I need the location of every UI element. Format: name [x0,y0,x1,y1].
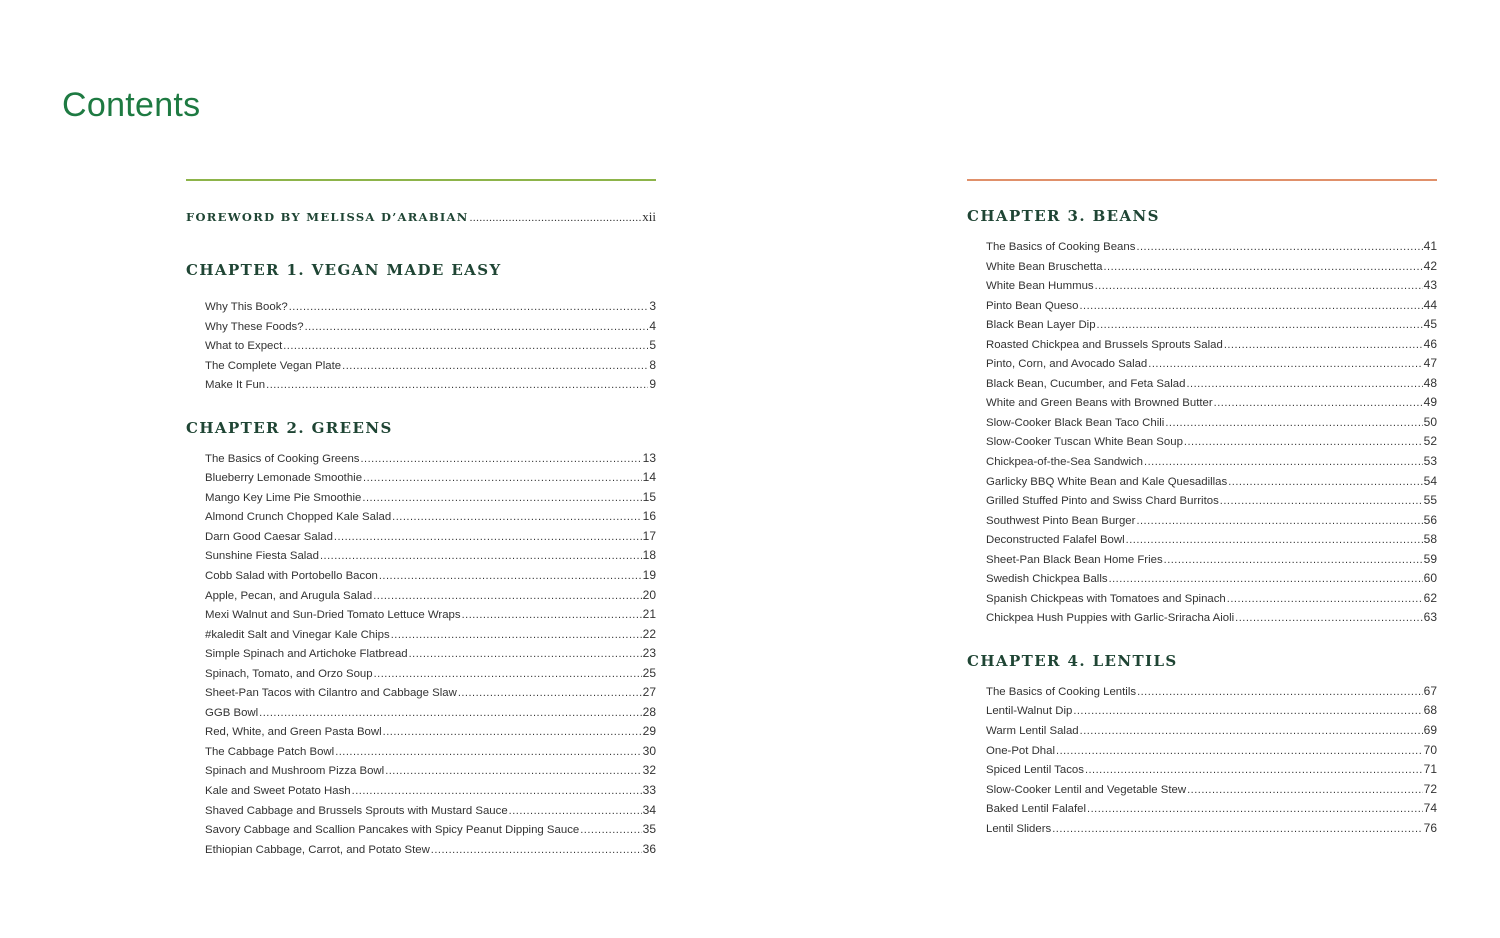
dot-leader [320,547,642,567]
entry-page-number: 18 [642,548,656,563]
entry-title: Black Bean, Cucumber, and Feta Salad [986,377,1186,390]
entry-page-number: 60 [1423,571,1437,586]
toc-entry[interactable] [205,605,656,625]
toc-left-column [186,179,656,859]
dot-leader [379,567,642,587]
entry-page-number: 71 [1423,762,1437,777]
toc-entry[interactable] [986,550,1437,570]
dot-leader [1095,277,1423,297]
entry-page-number: 48 [1423,375,1437,390]
entry-title: Blueberry Lemonade Smoothie [205,472,363,485]
dot-leader [1220,492,1423,512]
dot-leader [1056,742,1423,762]
dot-leader [1144,453,1423,473]
entry-title: White Bean Hummus [986,280,1094,293]
dot-leader [509,802,642,822]
entry-title: Chickpea-of-the-Sea Sandwich [986,456,1144,469]
entry-title: Spinach and Mushroom Pizza Bowl [205,765,385,778]
toc-entry[interactable] [986,701,1437,721]
toc-entry[interactable] [205,683,656,703]
entry-page-number: 29 [642,724,656,739]
dot-leader [1186,375,1422,395]
entry-page-number: 17 [642,528,656,543]
entry-page-number: 4 [649,318,656,333]
toc-entry[interactable] [986,257,1437,277]
entry-page-number: 32 [642,763,656,778]
dot-leader [289,298,649,318]
toc-entry[interactable] [986,682,1437,702]
toc-entry[interactable] [205,644,656,664]
entry-page-number: 36 [642,841,656,856]
entry-page-number: 53 [1423,454,1437,469]
entry-title: Spinach, Tomato, and Orzo Soup [205,667,373,680]
chapter-heading: CHAPTER 4. LENTILS [967,651,1178,670]
entry-title: One-Pot Dhal [986,744,1056,757]
entry-page-number: 72 [1423,781,1437,796]
entry-page-number: 3 [649,299,656,313]
entry-page-number: 33 [642,783,656,798]
dot-leader [1104,258,1423,278]
entry-title: Why These Foods? [205,320,304,333]
toc-entry[interactable] [205,586,656,606]
entry-page-number: 76 [1423,820,1437,835]
toc-entry[interactable] [986,452,1437,472]
dot-leader [1073,702,1422,722]
entry-title: Black Bean Layer Dip [986,319,1096,332]
entry-page-number: 16 [642,509,656,524]
entry-title: Pinto Bean Queso [986,299,1079,312]
entry-title: Almond Crunch Chopped Kale Salad [205,511,392,524]
dot-leader [1165,414,1422,434]
entry-page-number: 42 [1423,258,1437,273]
entry-page-number: 49 [1423,395,1437,410]
dot-leader [266,376,648,396]
entry-page-number: 23 [642,646,656,661]
dot-leader [385,762,641,782]
dot-leader [305,318,649,338]
dot-leader [462,606,642,626]
toc-entry[interactable] [205,625,656,645]
entry-title: White and Green Beans with Browned Butter [986,397,1213,410]
toc-entry[interactable] [986,511,1437,531]
entry-page-number: 28 [642,704,656,719]
entry-page-number: 50 [1423,414,1437,429]
entry-title: The Cabbage Patch Bowl [205,745,335,758]
toc-right-column [967,179,1437,838]
toc-entry[interactable] [986,296,1437,316]
dot-leader [342,357,648,377]
toc-entry[interactable] [205,566,656,586]
entry-page-number: 21 [642,607,656,622]
dot-leader [1137,683,1423,703]
entry-title: Red, White, and Green Pasta Bowl [205,726,382,739]
entry-page-number: 19 [642,568,656,583]
entry-page-number: 27 [642,685,656,700]
entry-title: Mexi Walnut and Sun-Dried Tomato Lettuce Wraps [205,609,461,622]
dot-leader [335,743,641,763]
toc-entry[interactable] [986,799,1437,819]
entry-page-number: 43 [1423,278,1437,293]
entry-page-number: 25 [642,665,656,680]
entry-title: Chickpea Hush Puppies with Garlic-Sriracha Aioli [986,612,1235,625]
chapter-heading: CHAPTER 1. VEGAN MADE EASY [186,261,502,279]
dot-leader [392,508,641,528]
toc-entry[interactable] [986,819,1437,839]
dot-leader [1184,433,1423,453]
entry-title: Slow-Cooker Lentil and Vegetable Stew [986,783,1187,796]
dot-leader [1187,781,1423,801]
entry-page-number: 58 [1423,532,1437,547]
toc-entry[interactable] [986,721,1437,741]
entry-title: Grilled Stuffed Pinto and Swiss Chard Burritos [986,495,1219,508]
toc-entry[interactable] [986,780,1437,800]
entry-title: Mango Key Lime Pie Smoothie [205,491,362,504]
dot-leader [1164,551,1423,571]
left-column-rule [186,179,656,181]
entry-title: The Basics of Cooking Beans [986,241,1136,253]
toc-entry[interactable] [986,589,1437,609]
dot-leader [374,665,642,685]
entry-page-number: 44 [1423,297,1437,312]
page-title: Contents [62,86,201,124]
entry-title: The Complete Vegan Plate [205,359,342,372]
toc-entry[interactable] [205,801,656,821]
chapter-heading: CHAPTER 2. GREENS [186,418,393,437]
entry-title: Sheet-Pan Tacos with Cilantro and Cabbage Slaw [205,687,457,700]
entry-title: Lentil Sliders [986,822,1052,835]
dot-leader [283,337,648,357]
dot-leader [373,587,641,607]
toc-entry[interactable] [205,356,656,376]
dot-leader [1109,570,1423,590]
dot-leader [1136,238,1422,258]
entry-title: White Bean Bruschetta [986,260,1103,273]
dot-leader [431,841,642,861]
toc-entry[interactable] [986,315,1437,335]
entry-title: Baked Lentil Falafel [986,803,1087,816]
chapter-4-list [967,682,1437,838]
toc-entry[interactable] [205,722,656,742]
entry-page-number: 22 [642,626,656,641]
dot-leader [1214,394,1423,414]
entry-page-number: 63 [1423,610,1437,625]
entry-page-number: 8 [649,357,656,372]
dot-leader [259,704,641,724]
dot-leader [1079,297,1422,317]
toc-entry[interactable] [986,608,1437,628]
toc-entry[interactable] [986,741,1437,761]
entry-title: Sheet-Pan Black Bean Home Fries [986,553,1163,566]
entry-page-number: 46 [1423,336,1437,351]
dot-leader [1235,609,1422,629]
foreword-entry[interactable] [186,209,656,225]
entry-title: Southwest Pinto Bean Burger [986,514,1136,527]
dot-leader [1080,722,1423,742]
toc-entry[interactable] [205,742,656,762]
toc-entry[interactable] [986,374,1437,394]
dot-leader [363,469,642,489]
entry-page-number: 68 [1423,703,1437,718]
entry-title: What to Expect [205,340,283,353]
dot-leader [470,212,642,224]
entry-page-number: 13 [642,450,656,465]
entry-page-number: 59 [1423,551,1437,566]
entry-page-number: 20 [642,587,656,602]
entry-page-number: 5 [649,338,656,353]
entry-title: Why This Book? [205,301,288,313]
entry-page-number: 67 [1423,683,1437,698]
entry-title: Ethiopian Cabbage, Carrot, and Potato Stew [205,843,430,856]
entry-page-number: 15 [642,489,656,504]
entry-page-number: 74 [1423,801,1437,816]
toc-entry[interactable] [205,664,656,684]
dot-leader [580,821,641,841]
dot-leader [1097,316,1423,336]
toc-entry[interactable] [205,781,656,801]
entry-page-number: 70 [1423,742,1437,757]
dot-leader [1087,800,1423,820]
toc-entry[interactable] [986,760,1437,780]
dot-leader [334,528,642,548]
entry-title: Kale and Sweet Potato Hash [205,785,351,798]
dot-leader [1126,531,1423,551]
toc-entry[interactable] [205,840,656,860]
dot-leader [409,645,642,665]
right-column-rule [967,179,1437,181]
toc-entry[interactable] [986,491,1437,511]
entry-page-number: 41 [1423,239,1437,253]
toc-entry[interactable] [205,468,656,488]
entry-title: Sunshine Fiesta Salad [205,550,319,563]
entry-page-number: 52 [1423,434,1437,449]
dot-leader [1085,761,1423,781]
entry-page-number: 45 [1423,317,1437,332]
toc-entry[interactable] [205,297,656,317]
chapter-3-list [967,237,1437,628]
entry-title: Swedish Chickpea Balls [986,573,1108,586]
entry-title: Warm Lentil Salad [986,725,1079,738]
entry-title: Darn Good Caesar Salad [205,530,333,543]
entry-title: Deconstructed Falafel Bowl [986,534,1125,547]
entry-title: Spanish Chickpeas with Tomatoes and Spinach [986,592,1226,605]
toc-entry[interactable] [205,317,656,337]
entry-title: Cobb Salad with Portobello Bacon [205,570,378,583]
toc-entry[interactable] [205,703,656,723]
foreword-page: xii [642,209,656,224]
entry-title: Slow-Cooker Tuscan White Bean Soup [986,436,1183,449]
entry-page-number: 47 [1423,356,1437,371]
dot-leader [1136,512,1422,532]
toc-entry[interactable] [986,393,1437,413]
dot-leader [391,626,642,646]
entry-title: Garlicky BBQ White Bean and Kale Quesadillas [986,475,1228,488]
entry-title: Spiced Lentil Tacos [986,764,1084,777]
toc-entry[interactable] [986,354,1437,374]
dot-leader [1227,590,1423,610]
entry-title: Lentil-Walnut Dip [986,705,1073,718]
toc-entry[interactable] [986,413,1437,433]
toc-entry[interactable] [205,507,656,527]
entry-page-number: 35 [642,822,656,837]
toc-entry[interactable] [986,530,1437,550]
toc-entry[interactable] [205,761,656,781]
entry-title: Simple Spinach and Artichoke Flatbread [205,648,408,661]
toc-entry[interactable] [205,449,656,469]
toc-entry[interactable] [986,432,1437,452]
toc-entry[interactable] [205,820,656,840]
dot-leader [1052,820,1422,840]
dot-leader [352,782,642,802]
entry-page-number: 30 [642,743,656,758]
toc-entry[interactable] [986,472,1437,492]
toc-entry[interactable] [986,335,1437,355]
entry-title: Savory Cabbage and Scallion Pancakes with Spicy Peanut Dipping Sauce [205,824,580,837]
entry-title: Pinto, Corn, and Avocado Salad [986,358,1148,371]
entry-page-number: 56 [1423,512,1437,527]
entry-title: Make It Fun [205,379,266,392]
entry-title: #kaledit Salt and Vinegar Kale Chips [205,628,390,641]
dot-leader [1224,336,1423,356]
chapter-heading: CHAPTER 3. BEANS [967,207,1160,225]
entry-page-number: 62 [1423,590,1437,605]
toc-entry[interactable] [205,546,656,566]
toc-entry[interactable] [205,488,656,508]
entry-page-number: 54 [1423,473,1437,488]
entry-page-number: 9 [649,377,656,392]
entry-title: The Basics of Cooking Greens [205,452,360,465]
dot-leader [383,723,642,743]
entry-title: Roasted Chickpea and Brussels Sprouts Salad [986,338,1223,351]
entry-page-number: 14 [642,470,656,485]
entry-title: The Basics of Cooking Lentils [986,685,1137,698]
toc-entry[interactable] [205,336,656,356]
dot-leader [458,684,642,704]
toc-entry[interactable] [205,375,656,395]
chapter-2-list [186,449,656,859]
toc-entry[interactable] [986,276,1437,296]
entry-title: Apple, Pecan, and Arugula Salad [205,589,373,602]
entry-page-number: 55 [1423,493,1437,508]
dot-leader [360,450,641,470]
dot-leader [1148,355,1422,375]
entry-title: Slow-Cooker Black Bean Taco Chili [986,416,1165,429]
entry-title: Shaved Cabbage and Brussels Sprouts with Mustard Sauce [205,804,508,817]
toc-entry[interactable] [205,527,656,547]
foreword-label: FOREWORD BY MELISSA D’ARABIAN [186,210,469,224]
entry-title: GGB Bowl [205,706,259,719]
entry-page-number: 34 [642,802,656,817]
dot-leader [1228,473,1422,493]
toc-entry[interactable] [986,569,1437,589]
toc-entry[interactable] [986,237,1437,257]
entry-page-number: 69 [1423,723,1437,738]
chapter-1-list [186,297,656,395]
dot-leader [362,489,641,509]
